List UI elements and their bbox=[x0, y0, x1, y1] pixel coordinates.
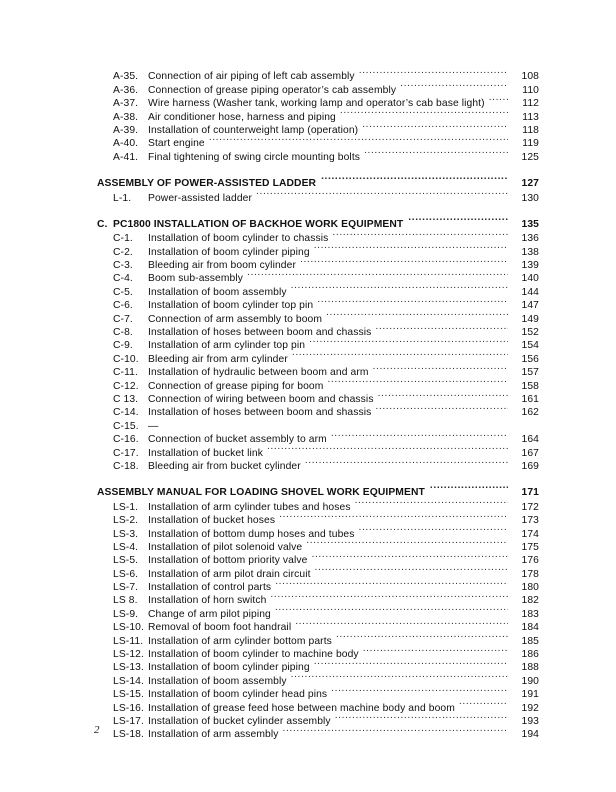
toc-entry-page: 183 bbox=[521, 608, 539, 620]
toc-entry-page: 188 bbox=[521, 662, 539, 674]
toc-entry-page: 138 bbox=[521, 246, 539, 258]
toc-entry-number: C-15. bbox=[113, 420, 139, 432]
toc-entry-page: 156 bbox=[521, 353, 539, 365]
toc-entry-page: 161 bbox=[521, 393, 539, 405]
table-of-contents bbox=[97, 66, 539, 741]
toc-entry-title: Connection of grease piping for boom bbox=[148, 380, 324, 392]
dot-leader bbox=[340, 106, 508, 119]
toc-entry-page: 154 bbox=[521, 340, 539, 352]
toc-entry-page: 108 bbox=[521, 71, 539, 83]
toc-entry-number: LS-11. bbox=[113, 635, 144, 647]
toc-section-title: ASSEMBLY OF POWER-ASSISTED LADDER bbox=[97, 178, 317, 190]
toc-entry-title: Installation of horn switch bbox=[148, 595, 267, 607]
toc-entry-number: LS-9. bbox=[113, 608, 139, 620]
toc-entry-title: Bleeding air from boom cylinder bbox=[148, 260, 296, 272]
dot-leader bbox=[430, 482, 508, 495]
toc-entry-title: Installation of grease feed hose between machine body and boom bbox=[148, 702, 455, 714]
toc-entry-title: Change of arm pilot piping bbox=[148, 608, 271, 620]
dot-leader bbox=[363, 644, 508, 657]
dot-leader bbox=[335, 711, 508, 724]
toc-entry-title: Installation of arm cylinder tubes and hoses bbox=[148, 501, 351, 513]
dot-leader bbox=[292, 348, 508, 361]
toc-entry-number: A-35. bbox=[113, 71, 139, 83]
toc-entry-number: A-36. bbox=[113, 84, 139, 96]
toc-section-page: 127 bbox=[521, 178, 539, 190]
dot-leader bbox=[359, 523, 509, 536]
toc-entry-number: C-3. bbox=[113, 260, 133, 272]
dot-leader bbox=[309, 335, 508, 348]
toc-entry-number: LS-14. bbox=[113, 675, 144, 687]
dot-leader bbox=[209, 133, 508, 146]
dot-leader bbox=[279, 510, 508, 523]
toc-entry-page: 182 bbox=[521, 595, 539, 607]
toc-entry-title: Final tightening of swing circle mounting bolts bbox=[148, 151, 361, 163]
dot-leader bbox=[306, 537, 508, 550]
toc-entry-page: 162 bbox=[521, 407, 539, 419]
toc-entry-number: C-9. bbox=[113, 340, 133, 352]
toc-entry-title: Installation of bottom priority valve bbox=[148, 555, 308, 567]
toc-entry-number: A-38. bbox=[113, 111, 139, 123]
toc-entry-page: 147 bbox=[521, 300, 539, 312]
toc-section-page: 171 bbox=[521, 487, 539, 499]
dot-leader bbox=[373, 362, 508, 375]
toc-entry-title: Installation of hoses between boom and shassis bbox=[148, 407, 372, 419]
dot-leader bbox=[270, 590, 508, 603]
toc-entry-page: 110 bbox=[522, 84, 539, 96]
toc-entry-title: Installation of boom cylinder head pins bbox=[148, 689, 328, 701]
toc-entry-number: C-14. bbox=[113, 407, 139, 419]
toc-entry-page: 136 bbox=[521, 233, 539, 245]
dot-leader bbox=[375, 322, 508, 335]
toc-entry-number: LS-16. bbox=[113, 702, 144, 714]
toc-entry-title: Installation of counterweight lamp (operation) bbox=[148, 124, 359, 136]
toc-entry-number: C-5. bbox=[113, 286, 133, 298]
toc-entry-number: LS-18. bbox=[113, 729, 144, 741]
toc-entry-page: 140 bbox=[521, 273, 539, 285]
toc-entry-page: 112 bbox=[522, 98, 539, 110]
toc-section-header[interactable] bbox=[97, 482, 539, 499]
toc-entry-title: Power-assisted ladder bbox=[148, 192, 253, 204]
dot-leader bbox=[321, 173, 508, 186]
dot-leader bbox=[283, 724, 508, 737]
toc-entry-page: 194 bbox=[521, 729, 539, 741]
toc-entry-page: 113 bbox=[522, 111, 539, 123]
toc-entry-number: A-37. bbox=[113, 98, 139, 110]
dot-leader bbox=[327, 375, 508, 388]
toc-entry-title: Start engine bbox=[148, 138, 205, 150]
toc-entry-number: LS-5. bbox=[113, 555, 139, 567]
toc-entry-number: C-1. bbox=[113, 233, 133, 245]
toc-entry-page: 125 bbox=[521, 151, 539, 163]
toc-entry-page: 191 bbox=[521, 689, 539, 701]
toc-entry-number: C-11. bbox=[113, 367, 138, 379]
toc-entry-title: Wire harness (Washer tank, working lamp and operator’s cab base light) bbox=[148, 98, 485, 110]
toc-entry-title: Installation of boom assembly bbox=[148, 286, 287, 298]
toc-entry[interactable] bbox=[97, 429, 539, 446]
toc-entry-title: Bleeding air from arm cylinder bbox=[148, 353, 288, 365]
toc-entry-number: LS-1. bbox=[113, 501, 139, 513]
toc-entry-number: LS-6. bbox=[113, 568, 139, 580]
toc-entry-page: 152 bbox=[521, 327, 539, 339]
toc-entry-page: 172 bbox=[521, 501, 539, 513]
toc-entry-title: Installation of boom assembly bbox=[148, 675, 287, 687]
toc-entry-title: Installation of boom cylinder piping bbox=[148, 246, 310, 258]
dot-leader bbox=[400, 79, 508, 92]
dot-leader bbox=[331, 429, 508, 442]
toc-entry-number: C-4. bbox=[113, 273, 133, 285]
toc-entry-page: 175 bbox=[521, 541, 539, 553]
toc-entry-title: Installation of arm pilot drain circuit bbox=[148, 568, 311, 580]
toc-entry-title: Installation of arm cylinder top pin bbox=[148, 340, 306, 352]
toc-entry-title: Installation of arm cylinder bottom parts bbox=[148, 635, 332, 647]
toc-entry-number: LS-15. bbox=[113, 689, 144, 701]
toc-entry-page: 118 bbox=[522, 124, 539, 136]
toc-entry-page: 157 bbox=[521, 367, 539, 379]
dot-leader bbox=[275, 577, 508, 590]
toc-entry-page: 158 bbox=[521, 380, 539, 392]
toc-section-letter: C. bbox=[97, 218, 108, 230]
toc-entry-title: Installation of bucket hoses bbox=[148, 515, 276, 527]
dot-leader bbox=[489, 93, 508, 106]
toc-entry-page: 139 bbox=[521, 260, 539, 272]
toc-section-title: ASSEMBLY MANUAL FOR LOADING SHOVEL WORK EQUIPMENT bbox=[97, 487, 425, 499]
toc-entry-number: LS-12. bbox=[113, 649, 144, 661]
toc-entry-number: LS-7. bbox=[113, 582, 139, 594]
dot-leader bbox=[331, 684, 508, 697]
toc-entry-page: 174 bbox=[521, 528, 539, 540]
toc-entry-number: C-16. bbox=[113, 434, 139, 446]
dot-leader bbox=[295, 617, 508, 630]
toc-entry-number: LS-4. bbox=[113, 541, 139, 553]
toc-entry-number: LS-13. bbox=[113, 662, 144, 674]
toc-entry-title: Installation of bucket cylinder assembly bbox=[148, 715, 331, 727]
toc-entry-page: 190 bbox=[521, 675, 539, 687]
toc-entry-title: Connection of arm assembly to boom bbox=[148, 313, 323, 325]
dot-leader bbox=[355, 496, 508, 509]
dot-leader bbox=[359, 66, 508, 79]
toc-entry-title: Connection of bucket assembly to arm bbox=[148, 434, 327, 446]
toc-entry-page: 185 bbox=[521, 635, 539, 647]
dot-leader bbox=[314, 657, 508, 670]
toc-entry-number: LS-10. bbox=[113, 622, 144, 634]
page-number: 2 bbox=[94, 724, 100, 736]
toc-entry-title: Installation of bucket link bbox=[148, 447, 263, 459]
toc-entry-page: 149 bbox=[521, 313, 539, 325]
toc-entry-title: Installation of boom cylinder piping bbox=[148, 662, 310, 674]
toc-entry-title: Installation of boom cylinder to chassis bbox=[148, 233, 329, 245]
dot-leader bbox=[256, 187, 508, 200]
toc-entry-number: C-7. bbox=[113, 313, 133, 325]
toc-entry-number: C-8. bbox=[113, 327, 133, 339]
toc-entry-page: 193 bbox=[521, 715, 539, 727]
dot-leader bbox=[375, 402, 508, 415]
toc-entry-number: LS-3. bbox=[113, 528, 139, 540]
dot-leader bbox=[317, 295, 508, 308]
toc-entry-page: 164 bbox=[521, 434, 539, 446]
toc-entry-number: A-40. bbox=[113, 138, 139, 150]
toc-entry-number: LS-2. bbox=[113, 515, 139, 527]
toc-entry-title: Installation of arm assembly bbox=[148, 729, 279, 741]
toc-entry-number: C-6. bbox=[113, 300, 133, 312]
toc-entry-page: 119 bbox=[522, 138, 539, 150]
toc-entry-page: 192 bbox=[521, 702, 539, 714]
toc-entry-page: 130 bbox=[521, 192, 539, 204]
dot-leader bbox=[336, 630, 508, 643]
dot-leader bbox=[267, 442, 508, 455]
toc-entry-title: Air conditioner hose, harness and piping bbox=[148, 111, 336, 123]
toc-entry-number: LS 8. bbox=[113, 595, 138, 607]
toc-entry-number: C-17. bbox=[113, 447, 139, 459]
toc-entry[interactable] bbox=[97, 66, 539, 83]
toc-entry-title: Installation of pilot solenoid valve bbox=[148, 541, 303, 553]
dot-leader bbox=[332, 228, 508, 241]
dot-leader bbox=[300, 255, 508, 268]
dot-leader bbox=[162, 415, 508, 428]
dot-leader bbox=[362, 120, 508, 133]
toc-entry-page: 169 bbox=[521, 460, 539, 472]
toc-entry-title: Connection of grease piping operator’s cab assembly bbox=[148, 84, 397, 96]
toc-entry-title: Installation of boom cylinder top pin bbox=[148, 300, 314, 312]
dot-leader bbox=[459, 697, 508, 710]
toc-entry-title: Installation of control parts bbox=[148, 582, 272, 594]
toc-entry-page: 144 bbox=[521, 286, 539, 298]
dot-leader bbox=[364, 146, 508, 159]
toc-entry-page: 186 bbox=[521, 649, 539, 661]
toc-entry-title: Boom sub-assembly bbox=[148, 273, 244, 285]
toc-entry-title: — bbox=[148, 420, 159, 432]
dot-leader bbox=[408, 214, 508, 227]
dot-leader bbox=[378, 389, 508, 402]
toc-entry-title: Connection of air piping of left cab assembly bbox=[148, 71, 355, 83]
toc-entry-title: Removal of boom foot handrail bbox=[148, 622, 292, 634]
toc-section-header[interactable] bbox=[97, 173, 539, 190]
toc-entry-number: A-39. bbox=[113, 124, 139, 136]
toc-entry-page: 184 bbox=[521, 622, 539, 634]
toc-entry-title: Installation of bottom dump hoses and tubes bbox=[148, 528, 355, 540]
toc-entry-title: Bleeding air from bucket cylinder bbox=[148, 460, 301, 472]
toc-entry-page: 180 bbox=[521, 582, 539, 594]
toc-entry-number: C-2. bbox=[113, 246, 133, 258]
toc-entry-page: 178 bbox=[521, 568, 539, 580]
dot-leader bbox=[315, 563, 508, 576]
toc-entry-number: L-1. bbox=[113, 192, 132, 204]
toc-entry-title: Installation of hoses between boom and chassis bbox=[148, 327, 372, 339]
toc-entry-number: C-18. bbox=[113, 460, 139, 472]
toc-entry-number: LS-17. bbox=[113, 715, 144, 727]
toc-section-title: PC1800 INSTALLATION OF BACKHOE WORK EQUIPMENT bbox=[113, 218, 404, 230]
dot-leader bbox=[305, 456, 508, 469]
toc-entry-page: 167 bbox=[521, 447, 539, 459]
toc-entry-title: Installation of hydraulic between boom and arm bbox=[148, 367, 369, 379]
toc-entry-number: C-10. bbox=[113, 353, 139, 365]
dot-leader bbox=[311, 550, 508, 563]
dot-leader bbox=[247, 268, 508, 281]
dot-leader bbox=[291, 281, 508, 294]
toc-entry-number: C-12. bbox=[113, 380, 139, 392]
toc-entry-title: Installation of boom cylinder to machine body bbox=[148, 649, 359, 661]
toc-entry-number: C 13. bbox=[113, 393, 139, 405]
toc-entry-page: 173 bbox=[521, 515, 539, 527]
toc-entry-title: Connection of wiring between boom and chassis bbox=[148, 393, 374, 405]
toc-section-header[interactable] bbox=[97, 214, 539, 228]
toc-entry-number: A-41. bbox=[113, 151, 139, 163]
toc-entry-page: 176 bbox=[521, 555, 539, 567]
dot-leader bbox=[326, 308, 508, 321]
dot-leader bbox=[291, 670, 508, 683]
dot-leader bbox=[275, 603, 508, 616]
toc-entry[interactable] bbox=[97, 415, 539, 432]
toc-section-page: 135 bbox=[521, 218, 539, 230]
dot-leader bbox=[314, 241, 508, 254]
